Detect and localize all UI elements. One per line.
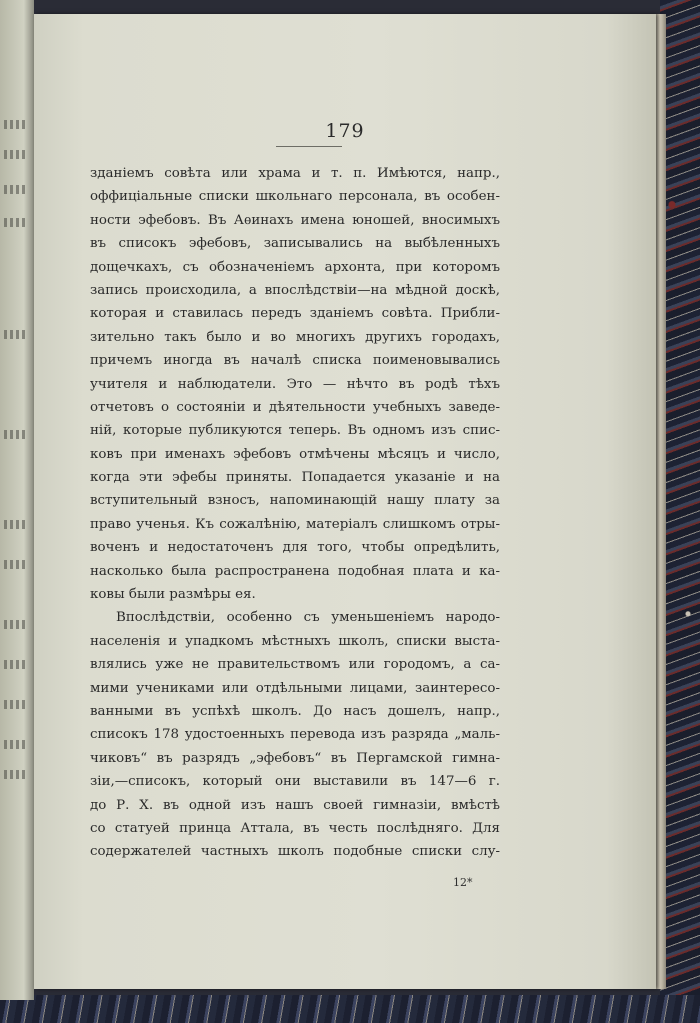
text-line: запись происходила, а впослѣдствіи—на мѣдной доскѣ, [90, 282, 500, 298]
text-line: со статуей принца Аттала, въ честь послѣдняго. Для [90, 820, 500, 836]
text-line: воченъ и недостаточенъ для того, чтобы опредѣлить, [90, 540, 500, 556]
marbled-cover-bottom [0, 995, 700, 1023]
text-line: вступительный взносъ, напоминающій нашу плату за [90, 493, 500, 509]
text-line: зіи,—списокъ, который они выставили въ 147—6 г. [90, 774, 500, 790]
text-line: Впослѣдствіи, особенно съ уменьшеніемъ народо- [116, 610, 500, 626]
text-line: ковъ при именахъ эфебовъ отмѣчены мѣсяцъ и число, [90, 446, 500, 462]
book-page [34, 14, 656, 989]
text-line: насколько была распространена подобная плата и ка- [90, 563, 500, 579]
body-text [90, 162, 500, 864]
text-line: содержателей частныхъ школъ подобные списки слу- [90, 844, 500, 860]
text-line: причемъ иногда въ началѣ списка поименовывались [90, 353, 500, 369]
text-line: ній, которые публикуются теперь. Въ одномъ изъ спис- [90, 423, 500, 439]
facing-page-edge [0, 0, 34, 1000]
text-line: право ученья. Къ сожалѣнію, матеріалъ слишкомъ отры- [90, 516, 500, 532]
text-line: ковы были размѣры ея. [90, 587, 256, 603]
text-line: влялись уже не правительствомъ или городомъ, а са- [90, 657, 500, 673]
page-number-rule [276, 146, 342, 147]
text-line: мими учениками или отдѣльными лицами, заинтересо- [90, 680, 500, 696]
text-line: оффиціальные списки школьнаго персонала, въ особен- [90, 189, 500, 205]
text-line: въ списокъ эфебовъ, записывались на выбѣленныхъ [90, 236, 500, 252]
text-line: когда эти эфебы приняты. Попадается указаніе и на [90, 470, 500, 486]
text-line: зданіемъ совѣта или храма и т. п. Имѣются, напр., [90, 166, 500, 181]
text-line: отчетовъ о состояніи и дѣятельности учебныхъ заведе- [90, 399, 500, 415]
text-line: ванными въ успѣхѣ школъ. До насъ дошелъ, напр., [90, 703, 500, 719]
text-line: населенія и упадкомъ мѣстныхъ школъ, списки выста- [90, 633, 500, 649]
text-line: списокъ 178 удостоенныхъ перевода изъ разряда „маль- [90, 727, 500, 743]
text-line: учителя и наблюдатели. Это — нѣчто въ родѣ тѣхъ [90, 376, 500, 392]
text-line: чиковъ“ въ разрядъ „эфебовъ“ въ Пергамской гимна- [90, 750, 500, 766]
marbled-cover-edge [660, 0, 700, 1023]
page-number: 179 [325, 120, 365, 142]
text-line: зительно такъ было и во многихъ другихъ городахъ, [90, 329, 500, 345]
text-line: дощечкахъ, съ обозначеніемъ архонта, при которомъ [90, 259, 500, 275]
signature-mark: 12* [453, 876, 473, 889]
text-line: ности эфебовъ. Въ Аѳинахъ имена юношей, вносимыхъ [90, 212, 500, 228]
text-line: которая и ставилась передъ зданіемъ совѣта. Прибли- [90, 306, 500, 322]
page-fore-edge [656, 14, 666, 989]
text-line: до Р. Х. въ одной изъ нашъ своей гимназіи, вмѣстѣ [90, 797, 500, 813]
